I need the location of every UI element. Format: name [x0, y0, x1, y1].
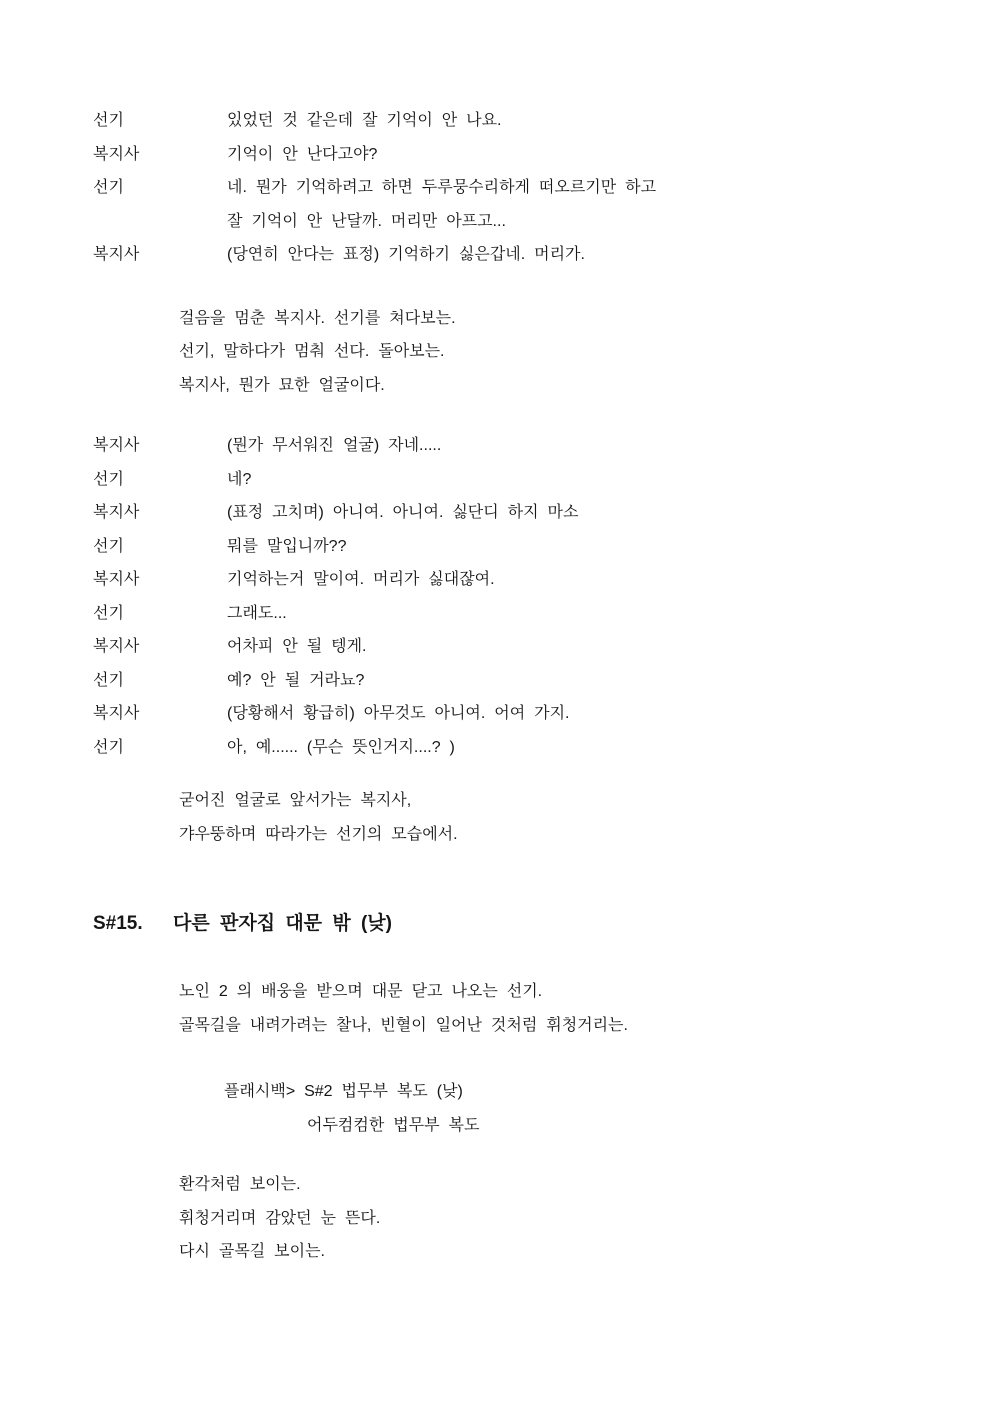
character-name: 복지사	[93, 145, 140, 163]
action-line: 선기, 말하다가 멈춰 선다. 돌아보는.	[179, 343, 445, 360]
scene-number: S#15.	[93, 913, 143, 934]
scene-title: 다른 판자집 대문 밖 (낮)	[173, 913, 392, 934]
spacer	[93, 272, 932, 302]
dialogue-text: 그래도...	[227, 604, 287, 622]
character-name: 선기	[93, 112, 124, 129]
action-block-3	[93, 975, 932, 1042]
dialogue-row	[93, 463, 932, 497]
dialogue-text: 네?	[227, 470, 252, 488]
action-line: 갸우뚱하며 따라가는 선기의 모습에서.	[179, 825, 458, 843]
action-block-2	[93, 784, 932, 851]
character-name: 복지사	[93, 571, 140, 588]
dialogue-row	[93, 171, 932, 205]
flashback-description: 어두컴컴한 법무부 복도	[307, 1116, 480, 1134]
character-name: 선기	[93, 738, 124, 756]
dialogue-row	[93, 138, 932, 172]
action-line: 다시 골목길 보이는.	[179, 1243, 325, 1260]
action-block-1	[93, 302, 932, 403]
spacer	[93, 1142, 932, 1168]
character-name: 선기	[93, 470, 124, 488]
dialogue-row	[93, 731, 932, 765]
dialogue-row	[93, 429, 932, 463]
action-block-4	[93, 1168, 932, 1269]
dialogue-row	[93, 238, 932, 272]
action-line: 굳어진 얼굴로 앞서가는 복지사,	[179, 792, 412, 809]
dialogue-row	[93, 697, 932, 731]
spacer	[93, 402, 932, 429]
character-name: 복지사	[93, 705, 140, 722]
character-name: 복지사	[93, 638, 140, 655]
dialogue-text: 예? 안 될 거라뇨?	[227, 671, 365, 689]
dialogue-text: 아, 예...... (무슨 뜻인거지....? )	[227, 738, 455, 756]
character-name: 선기	[93, 537, 124, 555]
dialogue-block-1	[93, 104, 932, 272]
dialogue-row	[93, 664, 932, 698]
dialogue-text: 있었던 것 같은데 잘 기억이 안 나요.	[227, 112, 502, 129]
dialogue-text: (표정 고치며) 아니여. 아니여. 싫단디 하지 마소	[227, 504, 579, 521]
flashback-block	[93, 1075, 932, 1142]
dialogue-row	[93, 530, 932, 564]
action-line: 환각처럼 보이는.	[179, 1176, 301, 1193]
action-line: 걸음을 멈춘 복지사. 선기를 쳐다보는.	[179, 309, 456, 327]
dialogue-text: 기억하는거 말이여. 머리가 싫대잖여.	[227, 571, 495, 588]
spacer	[93, 851, 932, 906]
character-name: 선기	[93, 604, 124, 622]
dialogue-text: (당황해서 황급히) 아무것도 아니여. 어여 가지.	[227, 705, 570, 722]
dialogue-text: (뭔가 무서워진 얼굴) 자네.....	[227, 437, 442, 454]
character-name: 선기	[93, 179, 124, 196]
dialogue-text: 어차피 안 될 텡게.	[227, 638, 367, 655]
spacer	[93, 942, 932, 975]
dialogue-block-2	[93, 429, 932, 764]
spacer	[93, 764, 932, 784]
character-name: 복지사	[93, 437, 140, 454]
dialogue-text: 네. 뭔가 기억하려고 하면 두루뭉수리하게 떠오르기만 하고	[227, 179, 657, 196]
dialogue-text: (당연히 안다는 표정) 기억하기 싫은갑네. 머리가.	[227, 246, 585, 263]
spacer	[93, 1042, 932, 1075]
action-line: 휘청거리며 감았던 눈 뜬다.	[179, 1209, 381, 1227]
action-line: 복지사, 뭔가 묘한 얼굴이다.	[179, 376, 385, 394]
character-name: 복지사	[93, 246, 140, 263]
dialogue-text: 잘 기억이 안 난달까. 머리만 아프고...	[227, 212, 506, 230]
flashback-cue: 플래시백> S#2 법무부 복도 (낮)	[224, 1083, 463, 1100]
action-line: 골목길을 내려가려는 찰나, 빈혈이 일어난 것처럼 휘청거리는.	[179, 1016, 628, 1034]
character-name: 복지사	[93, 504, 140, 521]
dialogue-row	[93, 496, 932, 530]
dialogue-row-continuation	[93, 205, 932, 239]
dialogue-row	[93, 630, 932, 664]
dialogue-text: 뭐를 말입니까??	[227, 537, 347, 555]
scene-heading	[93, 906, 932, 942]
dialogue-row	[93, 597, 932, 631]
character-name: 선기	[93, 671, 124, 689]
dialogue-row	[93, 104, 932, 138]
action-line: 노인 2 의 배웅을 받으며 대문 닫고 나오는 선기.	[179, 983, 543, 1000]
dialogue-text: 기억이 안 난다고야?	[227, 145, 378, 163]
dialogue-row	[93, 563, 932, 597]
